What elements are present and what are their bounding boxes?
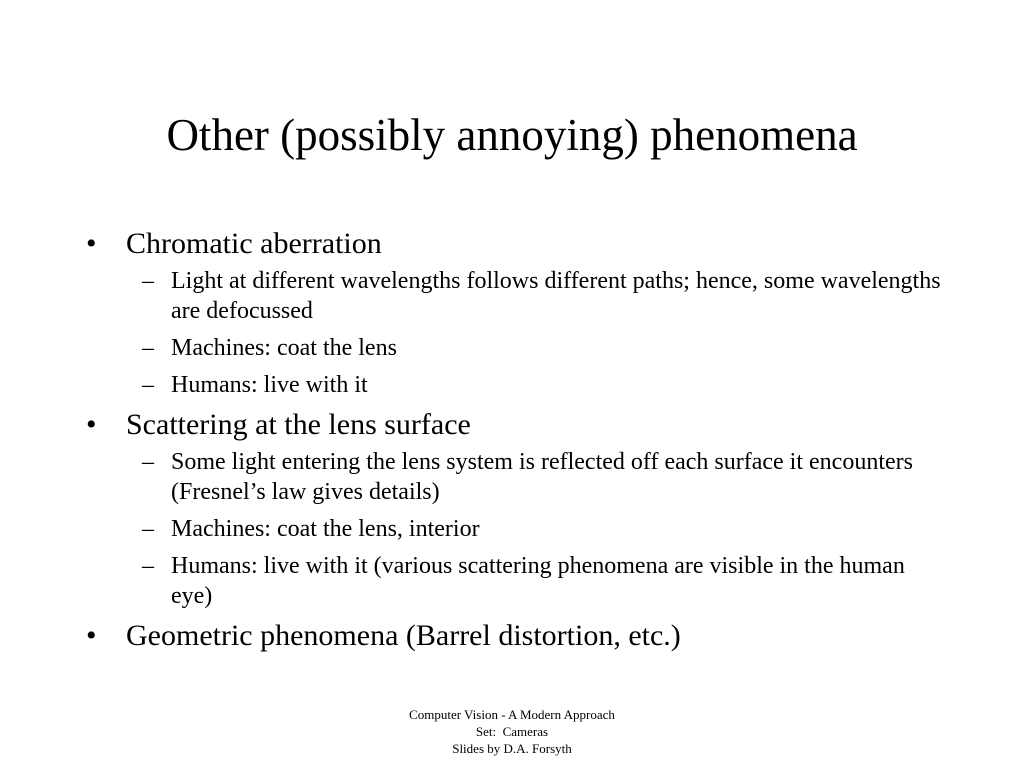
sub-bullet-item xyxy=(86,447,946,507)
footer-course: Computer Vision - A Modern Approach xyxy=(409,707,615,722)
slide-footer xyxy=(0,706,1024,757)
sub-bullet-marker: – xyxy=(142,372,154,398)
sub-bullet-list xyxy=(86,266,946,400)
sub-bullet-item xyxy=(86,266,946,326)
sub-bullet-item xyxy=(86,333,946,363)
sub-bullet-marker: – xyxy=(142,335,154,361)
sub-bullet-text: Some light entering the lens system is reflected off each surface it encounters (Fresnel’s law gives details) xyxy=(171,449,913,505)
sub-bullet-list xyxy=(86,447,946,611)
bullet-marker: • xyxy=(86,619,97,652)
bullet-item xyxy=(86,226,946,262)
sub-bullet-marker: – xyxy=(142,553,154,579)
bullet-text: Chromatic aberration xyxy=(126,227,382,260)
sub-bullet-text: Machines: coat the lens, interior xyxy=(171,516,480,542)
footer-author: Slides by D.A. Forsyth xyxy=(452,741,572,756)
sub-bullet-marker: – xyxy=(142,516,154,542)
sub-bullet-text: Humans: live with it (various scattering phenomena are visible in the human eye) xyxy=(171,553,905,609)
sub-bullet-text: Light at different wavelengths follows different paths; hence, some wavelengths are defocussed xyxy=(171,268,941,324)
bullet-list xyxy=(86,226,946,654)
sub-bullet-text: Humans: live with it xyxy=(171,372,368,398)
bullet-item xyxy=(86,407,946,443)
sub-bullet-item xyxy=(86,514,946,544)
sub-bullet-text: Machines: coat the lens xyxy=(171,335,397,361)
bullet-text: Geometric phenomena (Barrel distortion, etc.) xyxy=(126,619,681,652)
bullet-text: Scattering at the lens surface xyxy=(126,408,471,441)
bullet-item xyxy=(86,618,946,654)
footer-set: Set: Cameras xyxy=(475,724,549,739)
bullet-marker: • xyxy=(86,227,97,260)
sub-bullet-marker: – xyxy=(142,449,154,475)
slide-title: Other (possibly annoying) phenomena xyxy=(166,110,858,160)
sub-bullet-item xyxy=(86,370,946,400)
bullet-marker: • xyxy=(86,408,97,441)
sub-bullet-marker: – xyxy=(142,268,154,294)
sub-bullet-item xyxy=(86,551,946,611)
